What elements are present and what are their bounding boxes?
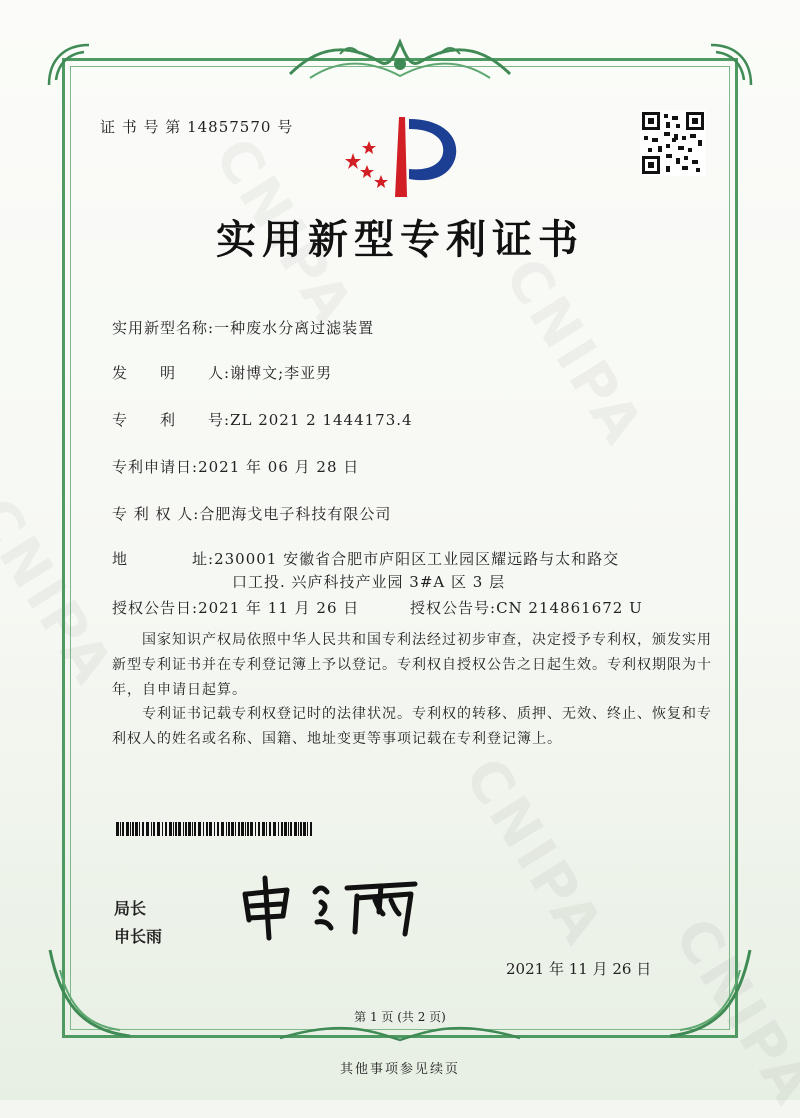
field-label: 实用新型名称: bbox=[112, 319, 215, 337]
field-label: 授权公告号: bbox=[410, 599, 497, 617]
field-value: ZL 2021 2 1444173.4 bbox=[230, 411, 413, 429]
field-address bbox=[112, 548, 619, 569]
ornament-icon bbox=[44, 40, 94, 90]
page-indicator: 第 1 页 (共 2 页) bbox=[354, 1010, 446, 1024]
field-patentee bbox=[112, 503, 391, 524]
field-model-name bbox=[112, 317, 374, 338]
ornament-icon bbox=[40, 940, 760, 1050]
field-address-line2: 口工投. 兴庐科技产业园 3#A 区 3 层 bbox=[232, 573, 506, 591]
signatory-name: 申长雨 bbox=[114, 927, 163, 946]
field-grant-pub-date bbox=[112, 597, 359, 618]
field-filing-date bbox=[112, 456, 359, 477]
field-value: 230001 安徽省合肥市庐阳区工业园区耀远路与太和路交 bbox=[214, 550, 620, 568]
issue-date: 2021 年 11 月 26 日 bbox=[506, 960, 652, 978]
field-value: CN 214861672 U bbox=[496, 599, 643, 617]
field-label: 授权公告日: bbox=[112, 599, 199, 617]
cnipa-logo-icon bbox=[345, 113, 465, 201]
field-label: 专利申请日: bbox=[112, 458, 199, 476]
barcode-icon bbox=[116, 822, 316, 836]
field-label: 专 利 权 人: bbox=[112, 505, 200, 523]
signature-image bbox=[235, 872, 435, 942]
ornament-icon bbox=[706, 40, 756, 90]
field-value: 谢博文;李亚男 bbox=[230, 364, 333, 382]
footer-note: 其他事项参见续页 bbox=[339, 1062, 460, 1077]
field-grant-pub-number bbox=[410, 597, 643, 618]
field-label: 发 明 人: bbox=[112, 364, 231, 382]
ornament-icon bbox=[280, 34, 520, 86]
paragraph: 专利证书记载专利权登记时的法律状况。专利权的转移、质押、无效、终止、恢复和专利权人的姓名或名称、国籍、地址变更等事项记载在专利登记簿上。 bbox=[112, 706, 712, 747]
field-value: 2021 年 06 月 28 日 bbox=[198, 458, 360, 476]
field-label: 专 利 号: bbox=[112, 411, 231, 429]
signatory-title: 局长 bbox=[114, 899, 147, 918]
qr-code-icon bbox=[640, 110, 706, 176]
field-value: 一种废水分离过滤装置 bbox=[214, 319, 375, 337]
paragraph: 国家知识产权局依照中华人民共和国专利法经过初步审查，决定授予专利权，颁发实用新型专利证书并在专利登记簿上予以登记。专利权自授权公告之日起生效。专利权期限为十年，自申请日起算。 bbox=[112, 632, 712, 698]
field-patent-number bbox=[112, 409, 413, 430]
field-value: 合肥海戈电子科技有限公司 bbox=[199, 505, 392, 523]
certificate-number: 证 书 号 第 14857570 号 bbox=[100, 118, 294, 136]
page-title: 实用新型专利证书 bbox=[216, 216, 584, 263]
field-inventor bbox=[112, 362, 332, 383]
field-label: 地 址: bbox=[112, 550, 215, 568]
field-value: 2021 年 11 月 26 日 bbox=[198, 599, 360, 617]
